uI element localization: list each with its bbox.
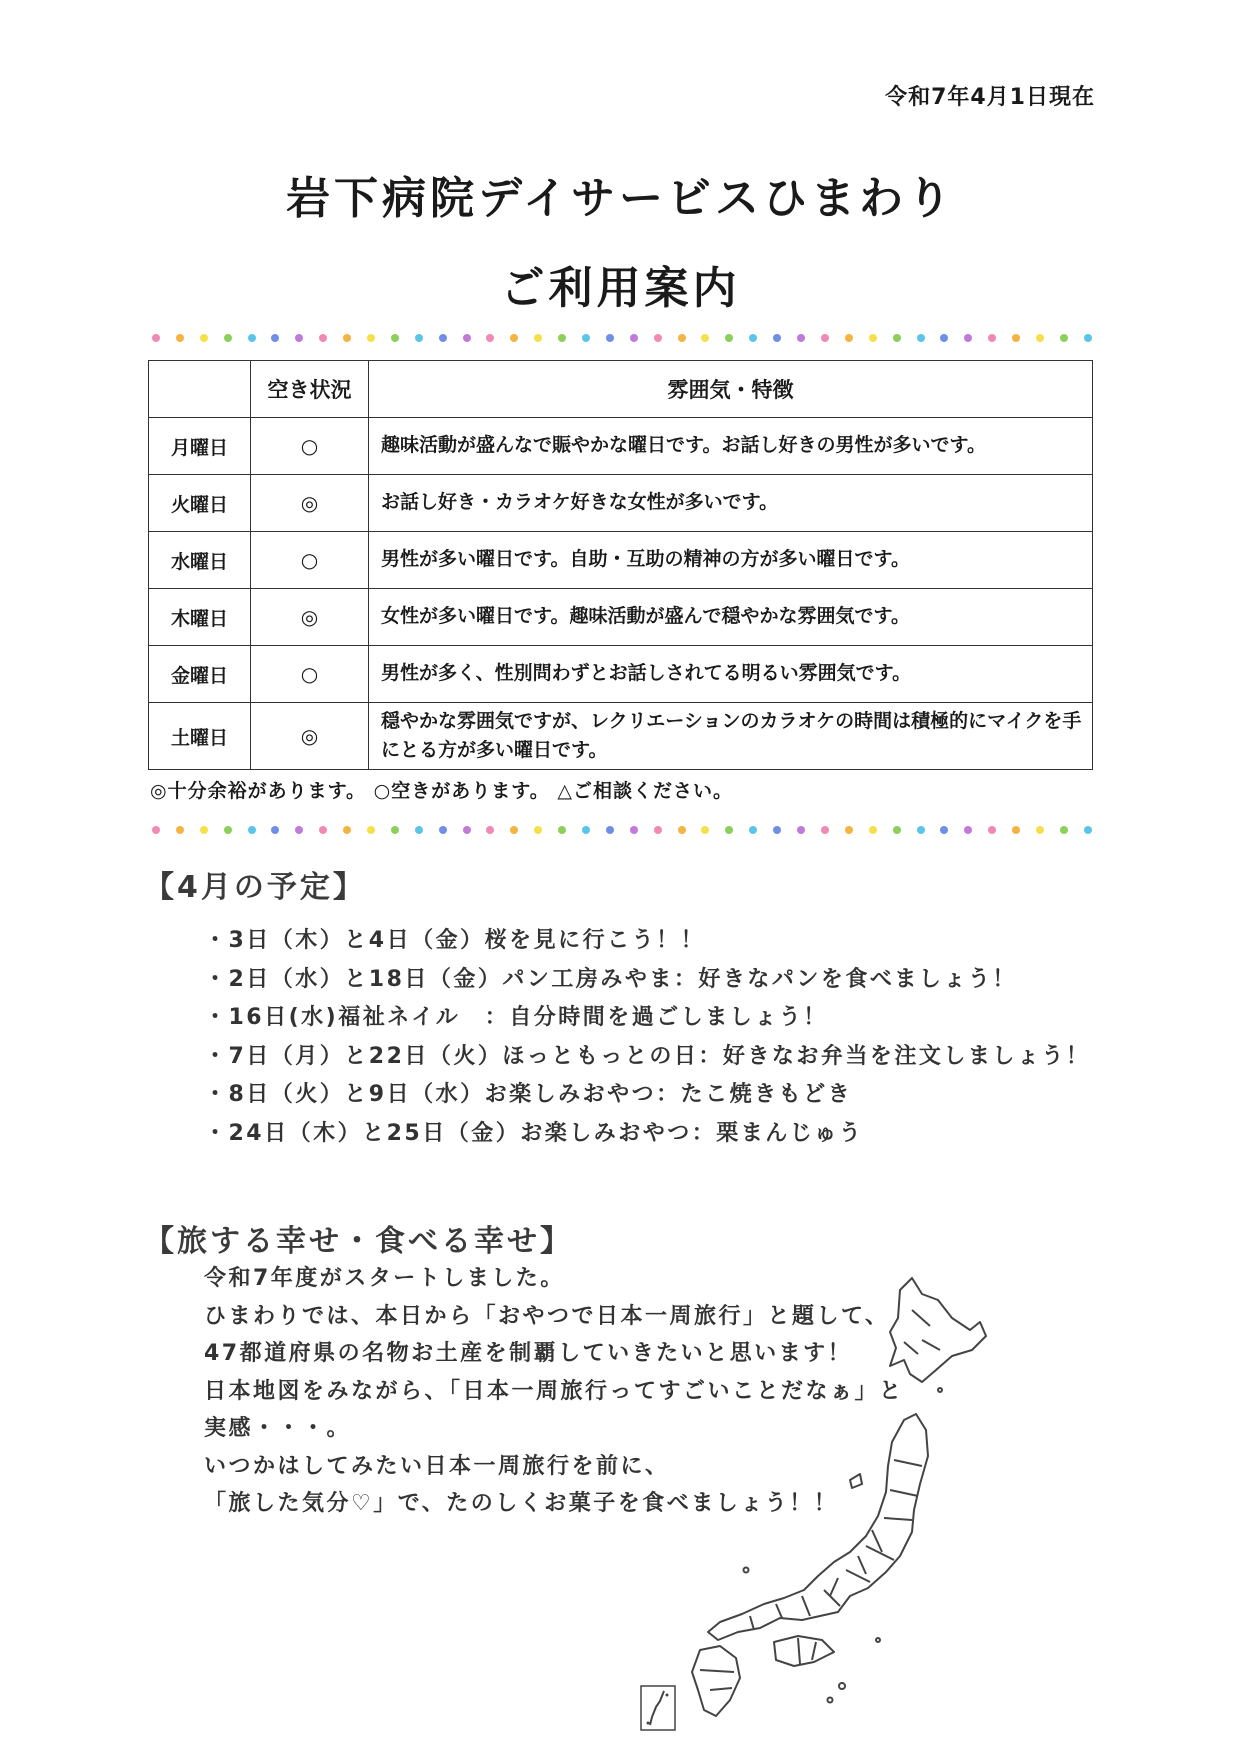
divider-dot	[701, 334, 709, 342]
divider-dot	[606, 826, 614, 834]
availability-cell: ◎	[251, 475, 369, 532]
divider-dot	[749, 334, 757, 342]
divider-dot	[152, 334, 160, 342]
description-cell: 男性が多い曜日です。自助・互助の精神の方が多い曜日です。	[369, 532, 1093, 589]
divider-dot	[1060, 334, 1068, 342]
divider-dot	[988, 826, 996, 834]
divider-dot	[200, 826, 208, 834]
availability-cell: ◎	[251, 589, 369, 646]
story-line: 「旅した気分♡」で、たのしくお菓子を食べましょう！！	[204, 1491, 839, 1516]
divider-dot	[1036, 334, 1044, 342]
divider-dot	[582, 334, 590, 342]
divider-dot	[534, 334, 542, 342]
divider-dot	[678, 334, 686, 342]
divider-dot	[415, 334, 423, 342]
divider-dot	[319, 334, 327, 342]
divider-dot	[391, 826, 399, 834]
description-cell: 趣味活動が盛んなで賑やかな曜日です。お話し好きの男性が多いです。	[369, 418, 1093, 475]
dot-divider-top	[152, 331, 1092, 345]
divider-dot	[486, 826, 494, 834]
table-row	[149, 532, 1093, 589]
table-row	[149, 703, 1093, 770]
list-item: ・16日(水)福祉ネイル ：自分時間を過ごしましょう！	[204, 1005, 828, 1030]
divider-dot	[463, 826, 471, 834]
divider-dot	[176, 334, 184, 342]
page-subtitle: ご利用案内	[500, 263, 741, 314]
story-line: 47都道府県の名物お土産を制覇していきたいと思います！	[204, 1341, 853, 1366]
schedule-list	[204, 922, 1090, 1153]
table-header-row	[149, 361, 1093, 418]
divider-dot	[845, 334, 853, 342]
story-line: ひまわりでは、本日から「おやつで日本一周旅行」と題して、	[204, 1303, 890, 1329]
divider-dot	[534, 826, 542, 834]
table-row	[149, 646, 1093, 703]
divider-dot	[510, 334, 518, 342]
list-item: ・24日（木）と25日（金）お楽しみおやつ：栗まんじゅう	[204, 1120, 864, 1146]
divider-dot	[630, 334, 638, 342]
list-item: ・2日（水）と18日（金）パン工房みやま：好きなパンを食べましょう！	[204, 966, 1017, 992]
divider-dot	[319, 826, 327, 834]
day-cell: 水曜日	[149, 532, 251, 589]
table-row	[149, 475, 1093, 532]
divider-dot	[797, 826, 805, 834]
table-header-availability: 空き状況	[251, 361, 369, 418]
divider-dot	[1036, 826, 1044, 834]
japan-map-icon	[690, 1270, 1100, 1742]
table-row	[149, 418, 1093, 475]
divider-dot	[486, 334, 494, 342]
availability-legend: ◎十分余裕があります。 ○空きがあります。 △ご相談ください。	[150, 780, 733, 802]
divider-dot	[821, 334, 829, 342]
availability-cell: ○	[251, 646, 369, 703]
divider-dot	[558, 826, 566, 834]
divider-dot	[821, 826, 829, 834]
schedule-heading: 【4月の予定】	[144, 870, 366, 905]
divider-dot	[1012, 334, 1020, 342]
availability-cell: ○	[251, 532, 369, 589]
divider-dot	[295, 826, 303, 834]
divider-dot	[893, 334, 901, 342]
divider-dot	[749, 826, 757, 834]
divider-dot	[271, 334, 279, 342]
day-cell: 金曜日	[149, 646, 251, 703]
divider-dot	[224, 826, 232, 834]
divider-dot	[773, 334, 781, 342]
divider-dot	[917, 826, 925, 834]
divider-dot	[343, 334, 351, 342]
divider-dot	[893, 826, 901, 834]
divider-dot	[654, 334, 662, 342]
divider-dot	[510, 826, 518, 834]
story-line: 実感・・・。	[204, 1416, 352, 1441]
divider-dot	[367, 334, 375, 342]
list-item: ・3日（木）と4日（金）桜を見に行こう！！	[204, 928, 706, 953]
divider-dot	[248, 826, 256, 834]
divider-dot	[224, 334, 232, 342]
date-label: 令和7年4月1日現在	[885, 85, 1095, 110]
divider-dot	[176, 826, 184, 834]
description-cell: 男性が多く、性別問わずとお話しされてる明るい雰囲気です。	[369, 646, 1093, 703]
divider-dot	[797, 334, 805, 342]
divider-dot	[988, 334, 996, 342]
divider-dot	[415, 826, 423, 834]
divider-dot	[1060, 826, 1068, 834]
day-cell: 火曜日	[149, 475, 251, 532]
list-item: ・7日（月）と22日（火）ほっともっとの日：好きなお弁当を注文しましょう！	[204, 1043, 1091, 1069]
story-heading: 【旅する幸せ・食べる幸せ】	[144, 1224, 573, 1259]
availability-cell: ◎	[251, 703, 369, 770]
divider-dot	[678, 826, 686, 834]
divider-dot	[964, 334, 972, 342]
divider-dot	[869, 334, 877, 342]
divider-dot	[558, 334, 566, 342]
description-cell: 女性が多い曜日です。趣味活動が盛んで穏やかな雰囲気です。	[369, 589, 1093, 646]
table-header-atmosphere: 雰囲気・特徴	[369, 361, 1093, 418]
availability-cell: ○	[251, 418, 369, 475]
divider-dot	[725, 826, 733, 834]
story-line: 日本地図をみながら、「日本一周旅行ってすごいことだなぁ」と	[204, 1378, 904, 1404]
divider-dot	[917, 334, 925, 342]
divider-dot	[1084, 334, 1092, 342]
divider-dot	[630, 826, 638, 834]
table-header-empty	[149, 361, 251, 418]
list-item: ・8日（火）と9日（水）お楽しみおやつ：たこ焼きもどき	[204, 1082, 853, 1107]
okinawa-inset-icon	[640, 1685, 676, 1731]
divider-dot	[439, 826, 447, 834]
divider-dot	[1084, 826, 1092, 834]
divider-dot	[654, 826, 662, 834]
divider-dot	[773, 826, 781, 834]
divider-dot	[582, 826, 590, 834]
dot-divider-bottom	[152, 823, 1092, 837]
story-line: 令和7年度がスタートしました。	[204, 1266, 565, 1291]
story-line: いつかはしてみたい日本一周旅行を前に、	[204, 1453, 670, 1479]
description-cell: お話し好き・カラオケ好きな女性が多いです。	[369, 475, 1093, 532]
divider-dot	[725, 334, 733, 342]
day-cell: 月曜日	[149, 418, 251, 475]
divider-dot	[463, 334, 471, 342]
divider-dot	[295, 334, 303, 342]
divider-dot	[701, 826, 709, 834]
weekday-table	[148, 360, 1093, 770]
divider-dot	[271, 826, 279, 834]
divider-dot	[439, 334, 447, 342]
divider-dot	[248, 334, 256, 342]
divider-dot	[606, 334, 614, 342]
divider-dot	[152, 826, 160, 834]
divider-dot	[343, 826, 351, 834]
divider-dot	[940, 334, 948, 342]
day-cell: 木曜日	[149, 589, 251, 646]
divider-dot	[200, 334, 208, 342]
divider-dot	[845, 826, 853, 834]
page-title: 岩下病院デイサービスひまわり	[286, 173, 955, 224]
divider-dot	[367, 826, 375, 834]
divider-dot	[940, 826, 948, 834]
divider-dot	[869, 826, 877, 834]
divider-dot	[391, 334, 399, 342]
divider-dot	[1012, 826, 1020, 834]
day-cell: 土曜日	[149, 703, 251, 770]
divider-dot	[964, 826, 972, 834]
table-row	[149, 589, 1093, 646]
description-cell: 穏やかな雰囲気ですが、レクリエーションのカラオケの時間は積極的にマイクを手にとる方が多い曜日です。	[369, 703, 1093, 770]
